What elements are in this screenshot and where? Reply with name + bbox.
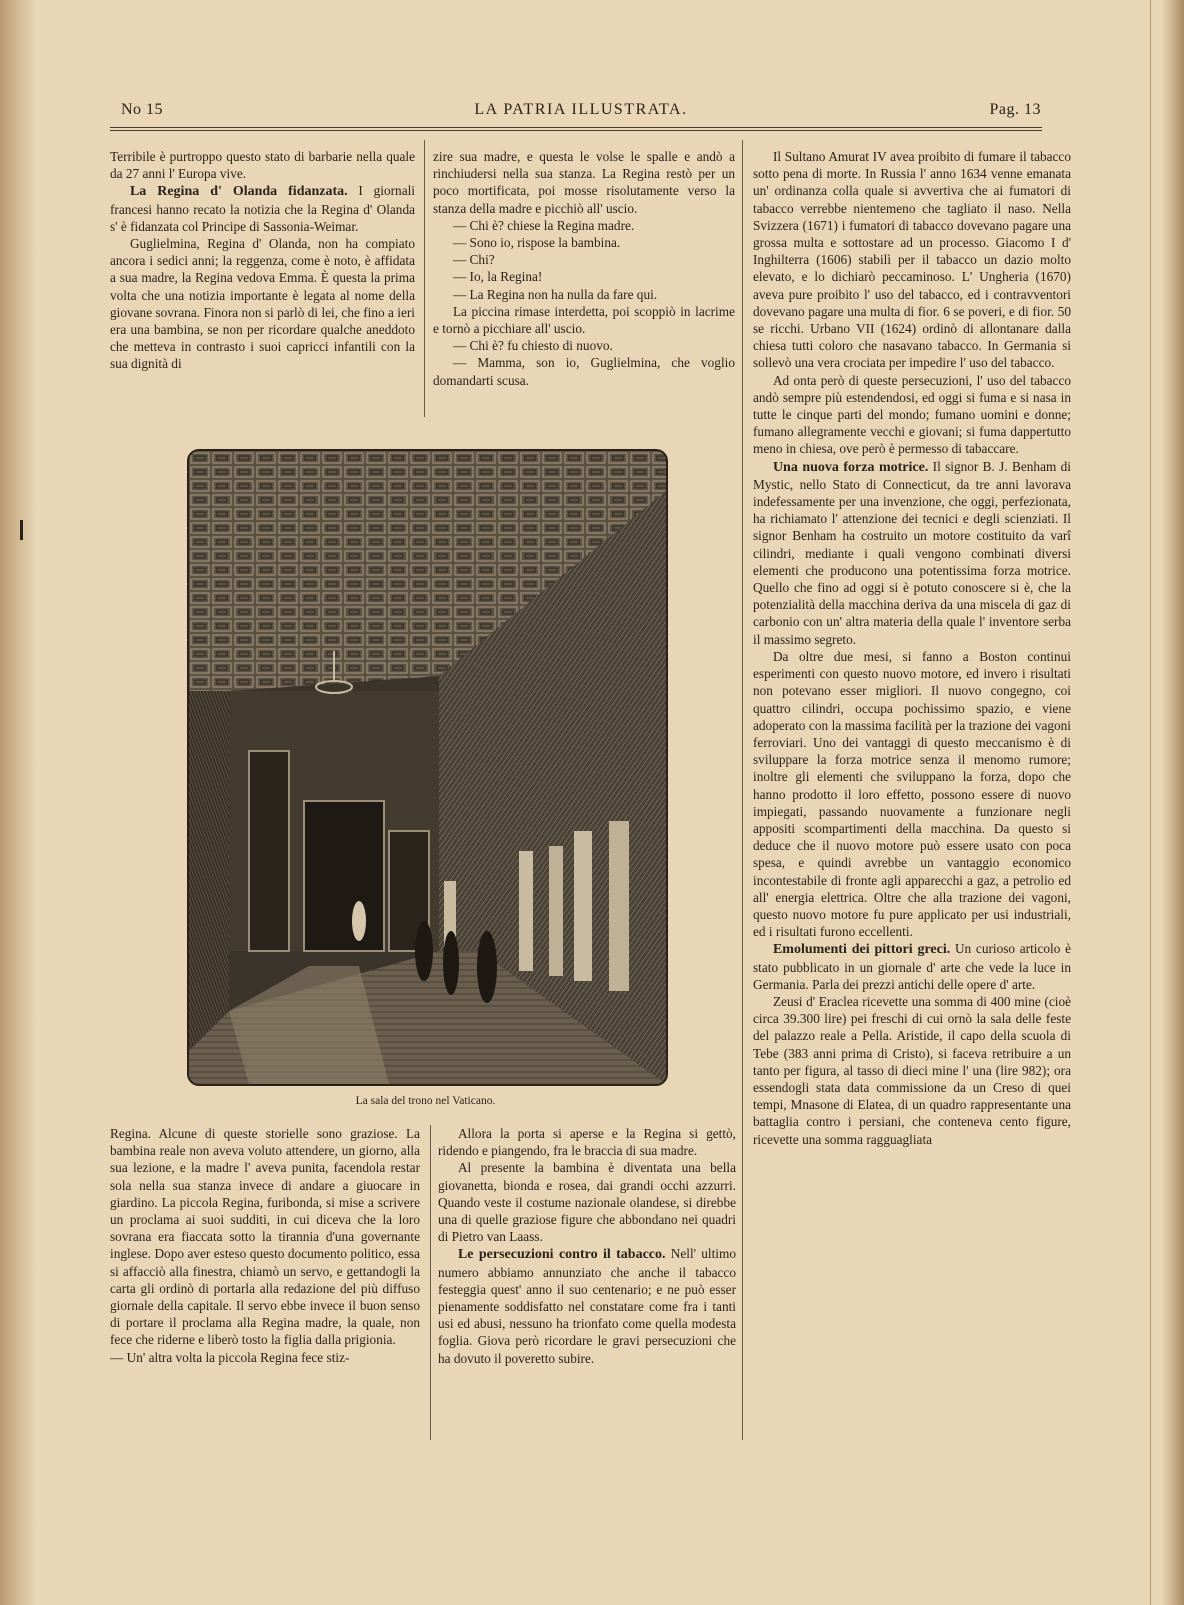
article-paragraph: Ad onta però di queste persecuzioni, l' uso del tabacco andò sempre più estendendosi, ed oggi si fuma e si nasa in tutte le cinque parti del mondo; fumano uomini e donne; fumano allegramente vecchi e giovani; si fuma dappertutto meno in chiesa, ove però è permesso di tabaccare. bbox=[753, 372, 1071, 457]
page-header bbox=[121, 101, 1041, 121]
article-paragraph bbox=[438, 1245, 736, 1366]
dialogue-line: — La Regina non ha nulla da fare qui. bbox=[452, 286, 658, 302]
dialogue-line: — Chi è? fu chiesto di nuovo. bbox=[452, 338, 613, 354]
dialogue-line: — Sono io, rispose la bambina. bbox=[452, 235, 621, 251]
page-fold-line bbox=[1150, 0, 1151, 1605]
article-heading: Emolumenti dei pittori greci. bbox=[772, 942, 951, 958]
page-edge bbox=[1162, 0, 1184, 1605]
dialogue-line: — Chi? bbox=[452, 252, 495, 268]
article-paragraph: Il Sultano Amurat IV avea proibito di fumare il tabacco sotto pena di morte. In Russia l' anno 1634 venne emanata un' ordinanza colla quale si avvertiva che ai fumatori di tabacco verrebbe nientemeno che tagliato il naso. Nella Svizzera (1671) i fumatori di tabacco dovevano pagare una grossa multa e sottostare ad un processo. Giacomo I d' Inghilterra (1606) stabilì per il tabacco un dazio molto elevato, e lo dichiarò peccaminoso. L' Ungheria (1670) aveva pure proibito l' uso del tabacco, ed i contravventori dovevano pagare una multa di fior. 6 se poveri, e di fior. 50 se ricchi. Urbano VII (1624) ordinò di allontanare dalla chiesa tutti coloro che nasavano tabacco. In Germania si sollevò una vera crociata per impedire l' uso del tabacco. bbox=[753, 149, 1071, 371]
article-text: Il signor B. J. Benham di Mystic, nello Stato di Connecticut, da tre anni lavorava indefessamente per una invenzione, che oggi, perfezionata, ha richiamato l' attenzione dei tecnici e degli scienziati. Il signor Benham ha costruito un motore costituito da varî cilindri, mediante i quali vengono combinati diversi elementi che producono una potentissima forza motrice. Quello che fino ad oggi si è potuto conoscere si è, che la potenzialità della macchina deriva da una miscela di gaz di carbonio con un' altra materia della quale l' inventore serba il massimo segreto. bbox=[753, 458, 1071, 647]
column-2-top bbox=[433, 148, 735, 389]
column-divider bbox=[430, 1125, 431, 1440]
column-divider bbox=[742, 140, 743, 1440]
article-paragraph bbox=[110, 182, 415, 235]
issue-number: No 15 bbox=[121, 101, 164, 118]
column-3 bbox=[753, 148, 1071, 1148]
binding-mark bbox=[20, 520, 23, 540]
header-rule bbox=[110, 127, 1042, 128]
article-paragraph bbox=[753, 458, 1071, 648]
dialogue-line: — Chi è? chiese la Regina madre. bbox=[452, 217, 635, 233]
article-paragraph: Al presente la bambina è diventata una bella giovanetta, bionda e rosea, dai grandi occhi azzurri. Quando veste il costume nazionale olandese, si direbbe una di quelle graziose figure che abbondano nei quadri di Pietro van Laass. bbox=[438, 1160, 736, 1245]
page-number: Pag. 13 bbox=[989, 101, 1041, 118]
column-divider bbox=[424, 140, 425, 417]
binding-shadow bbox=[0, 0, 36, 1605]
article-paragraph: Da oltre due mesi, si fanno a Boston continui esperimenti con questo nuovo motore, ed invero i risultati non potevano esser migliori. Il nuovo congegno, coi quattro cilindri, occupa pochissimo spazio, e viene adoperato con la massima facilità per la trazione dei vagoni ferroviari. Uno dei vantaggi di questo meccanismo è di sviluppare la forza motrice senza il menomo rumore; inoltre gli elementi che sviluppano la forza, dopo che hanno prodotto il loro effetto, possono essere di nuovo impiegati, passando nuovamente a funzionare negli appositi scompartimenti della macchina. Da questo si deduce che il nuovo motore può essere usato con poca spesa, e quindi avrebbe un vantaggio economico incontestabile di fronte agli apparecchi a gaz, a petrolio ed all' energia elettrica. Oltre che alla trazione dei vagoni, questo nuovo motore fu pure applicato per usi industriali, ed i risultati furono eccellenti. bbox=[753, 648, 1071, 940]
throne-room-engraving bbox=[187, 449, 668, 1086]
masthead-title: LA PATRIA ILLUSTRATA. bbox=[474, 101, 688, 118]
column-2-bottom bbox=[438, 1125, 736, 1367]
article-paragraph: La piccina rimase interdetta, poi scoppiò in lacrime e tornò a picchiare all' uscio. bbox=[433, 303, 735, 337]
dialogue-line: — Io, la Regina! bbox=[452, 269, 543, 285]
article-text: I giornali francesi hanno recato la notizia che la Regina d' Olanda s' è fidanzata col Principe di Sassonia-Weimar. bbox=[110, 183, 415, 234]
engraving-illustration bbox=[189, 451, 666, 1084]
article-paragraph: Allora la porta si aperse e la Regina si gettò, ridendo e piangendo, fra le braccia di sua madre. bbox=[438, 1126, 736, 1159]
article-text: Un curioso articolo è stato pubblicato in un giornale d' arte che vede la luce in Germania. Parla dei prezzi antichi delle opere d' arte. bbox=[753, 941, 1071, 992]
article-heading: Le persecuzioni contro il tabacco. bbox=[457, 1247, 666, 1263]
article-heading: La Regina d' Olanda fidanzata. bbox=[129, 184, 348, 200]
column-1-bottom bbox=[110, 1125, 420, 1366]
article-paragraph bbox=[753, 940, 1071, 993]
article-paragraph: — Un' altra volta la piccola Regina fece stiz- bbox=[110, 1349, 350, 1365]
figure-caption: La sala del trono nel Vaticano. bbox=[355, 1095, 496, 1107]
column-1-top bbox=[110, 148, 415, 373]
article-paragraph: Regina. Alcune di queste storielle sono graziose. La bambina reale non aveva voluto attendere, un giorno, alla sua lezione, e la madre l' aveva punita, facendola restar sola nella sua stanza invece di andare a giuocare in giardino. La piccola Regina, furibonda, si mise a scrivere un proclama ai suoi sudditi, in cui diceva che la loro sovrana era fiaccata sotto la tirannia d'una governante inglese. Dopo aver esteso questo documento politico, essa si affacciò alla finestra, chiamò un servo, e gettandogli la carta gli ordinò di portarla alla redazione del più diffuso giornale della capitale. Il servo ebbe invece il buon senso di portare il proclama alla Regina madre, la quale, non fece che riderne e liberò tosto la figlia dalla prigionia. bbox=[110, 1126, 420, 1348]
article-paragraph: Guglielmina, Regina d' Olanda, non ha compiato ancora i sedici anni; la reggenza, come è noto, è affidata a sua madre, la Regina vedova Emma. È questa la prima volta che una notizia importante è legata al nome della giovane sovrana. Finora non si parlò di lei, che fino a ieri era una bambina, se non per ricordare qualche aneddoto che metteva in contrasto i suoi capricci infantili con la sua dignità di bbox=[110, 236, 415, 372]
article-heading: Una nuova forza motrice. bbox=[772, 459, 929, 475]
article-paragraph: Terribile è purtroppo questo stato di barbarie nella quale da 27 anni l' Europa vive. bbox=[110, 149, 415, 182]
article-paragraph: Zeusi d' Eraclea ricevette una somma di 400 mine (cioè circa 39.300 lire) pei freschi di cui ornò la sala delle feste del palazzo reale a Pella. Aristide, il capo della scuola di Tebe (383 anni prima di Cristo), si faceva retribuire a un tanto per figura, al tasso di dieci mine l' una (lire 982); ora essendogli stata data commissione da un Creso di quei tempi, Mnasone di Elatea, di un quadro rappresentante una battaglia contro i persiani, che conteneva cento figure, ricevette una somma ragguagliata bbox=[753, 993, 1071, 1147]
article-text: Nell' ultimo numero abbiamo annunziato che anche il tabacco festeggia quest' anno il suo centenario; e ne può esser pienamente soddisfatto nel constatare come fra i tanti usi ed abusi, nessuno ha trionfato come quella modesta foglia. Giova però ricordare le gravi persecuzioni che ha dovuto il poveretto subire. bbox=[438, 1246, 736, 1366]
article-paragraph: zire sua madre, e questa le volse le spalle e andò a rinchiudersi nella sua stanza. La Regina restò per un poco mortificata, poi mosse risolutamente verso la stanza della madre e picchiò all' uscio. bbox=[433, 149, 735, 216]
dialogue-line: — Mamma, son io, Guglielmina, che voglio domandarti scusa. bbox=[433, 355, 735, 388]
header-rule-thin bbox=[110, 130, 1042, 131]
